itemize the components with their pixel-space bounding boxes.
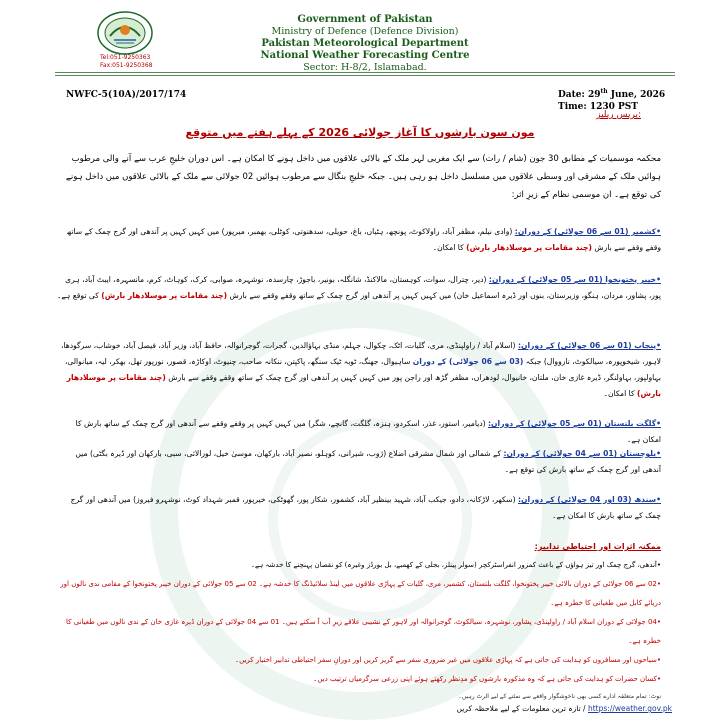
- issue-date: [558, 86, 665, 101]
- region-name: •سندھ (03 اور 04 جولائی) کے دوران:: [518, 495, 661, 504]
- letterhead: [200, 14, 530, 74]
- region-khyber-pakhtunkhwa: [55, 272, 661, 304]
- region-sindh: [55, 492, 661, 524]
- footer-text: / تازہ ترین معلومات کے لیے ملاحظہ کریں: [456, 704, 586, 713]
- date-suffix: th: [600, 88, 608, 95]
- intro-paragraph: محکمہ موسمیات کے مطابق 30 جون (شام / رات) سے ایک مغربی لہر ملک کے بالائی علاقوں میں داخل ہونے کا امکان ہے۔ اس دوران خلیجِ عرب سے آنے والی مرطوب ہوائیں ملک کے مشرقی اور وسطی علاقوں میں مسلسل داخل ہو رہی ہیں۔ جبکہ خلیجِ بنگال سے مرطوب ہوائیں 02 جولائی سے ملک کے بالائی علاقوں میں داخل ہونے کی توقع ہے۔ ان موسمی نظام کے زیرِ اثر:: [65, 154, 661, 200]
- region-kashmir: [55, 224, 661, 256]
- impact-item: •سیاحوں اور مسافروں کو ہدایت کی جاتی ہے کہ پہاڑی علاقوں میں غیر ضروری سفر سے گریز کریں اور دورانِ سفر احتیاطی تدابیر اختیار کریں۔: [235, 656, 661, 664]
- region-name: •بلوچستان (01 سے 04 جولائی) کے دوران:: [503, 449, 661, 458]
- region-text-2: ساہیوال، جھنگ، ٹوبہ ٹیک سنگھ، پاکپتن، ننکانہ صاحب، چنیوٹ، اوکاڑہ، قصور، نورپور تھل، بھکر، لیہ، میانوالی، بہاولپور، بہاولنگر، ڈیرہ غازی خان، ملتان، خانیوال، لودھراں، مظفر گڑھ اور راجن پور میں کہیں کہیں پر آندھی اور گرج چمک کے ساتھ وقفے وقفے سے بارش: [64, 357, 661, 382]
- region-tail: کا امکان۔: [603, 389, 637, 398]
- impact-item: •کسان حضرات کو ہدایت کی جاتی ہے کہ وہ مذکورہ بارشوں کو مدِنظر رکھتے ہوئے اپنی زرعی سرگرمیاں ترتیب دیں۔: [313, 675, 661, 683]
- issue-time: Time: 1230 PST: [558, 102, 638, 112]
- fax-number: Fax:051-9250368: [100, 62, 153, 69]
- impact-item: •04 جولائی کے دوران اسلام آباد / راولپنڈی، پشاور، نوشہرہ، سیالکوٹ، گوجرانوالہ اور لاہور کے نشیبی علاقے زیرِ آب آ سکتے ہیں۔ 01 سے 04 جولائی کے دوران ڈیرہ غازی خان کے ندی نالوں میں طغیانی کا خطرہ ہے۔: [66, 618, 661, 645]
- header-divider: [55, 72, 675, 73]
- region-name: •کشمیر (01 سے 06 جولائی) کے دوران:: [514, 227, 661, 236]
- region-balochistan: [55, 446, 661, 478]
- region-text: (اسلام آباد / راولپنڈی، مری، گلیات، اٹک، چکوال، جہلم، منڈی بہاؤالدین، گجرات، گوجرانوالہ، حافظ آباد، وزیر آباد، فیصل آباد، خوشاب، سرگودھا، لاہور، شیخوپورہ، سیالکوٹ، نارووال) جبکہ: [60, 341, 661, 366]
- letterhead-centre: National Weather Forecasting Centre: [260, 50, 470, 61]
- reference-number: NWFC-5(10A)/2017/174: [66, 90, 187, 100]
- region-tail: کا امکان۔: [432, 243, 467, 252]
- letterhead-ministry: Ministry of Defence (Defence Division): [271, 26, 459, 37]
- contact-numbers: [100, 54, 153, 70]
- header-divider-2: [55, 75, 675, 76]
- date-block: [558, 86, 665, 113]
- region-text: (سکھر، لاڑکانہ، دادو، جیکب آباد، شہید بینظیر آباد، کشمور، شکار پور، گھوٹکی، خیرپور، قمبر شہداد کوٹ، نوشہرو فیروز) میں آندھی اور گرج چمک کے ساتھ بارش کا امکان ہے۔: [70, 495, 661, 520]
- footer: [440, 704, 672, 713]
- impacts-section: [55, 537, 661, 689]
- date-label: Date: 29: [558, 90, 601, 100]
- telephone-number: Tel:051-9250363: [100, 54, 151, 61]
- letterhead-department: Pakistan Meteorological Department: [261, 38, 469, 49]
- region-gilgit-baltistan: [55, 416, 661, 448]
- region-name: •گلگت بلتستان (01 سے 05 جولائی) کے دوران:: [488, 419, 661, 428]
- heavy-rain-note: (چند مقامات پر موسلادھار بارش): [101, 291, 228, 300]
- date-rest: June, 2026: [607, 90, 666, 100]
- document-title: مون سون بارشوں کا آغاز جولائی 2026 کے پہلے ہفتے میں متوقع: [185, 126, 535, 139]
- impact-item: •آندھی، گرج چمک اور تیز ہواؤں کے باعث کمزور انفراسٹرکچر (سولر پینلز، بجلی کے کھمبے، بل بورڈز وغیرہ) کو نقصان پہنچنے کا خدشہ ہے۔: [250, 561, 661, 569]
- region-name: •پنجاب (01 سے 06 جولائی) کے دوران:: [517, 341, 661, 350]
- press-release-label: پریس ریلیز:: [596, 110, 641, 120]
- pmd-logo-icon: [96, 10, 154, 56]
- region-punjab: [55, 338, 661, 402]
- region-text: (دیر، چترال، سوات، کوہستان، مالاکنڈ، شانگلہ، بونیر، باجوڑ، چارسدہ، نوشہرہ، صوابی، کرک، کوہاٹ، کرم، مانسہرہ، ایبٹ آباد، ہری پور، پشاور، مردان، ہنگو، وزیرستان، بنوں اور ڈیرہ اسماعیل خان) میں کہیں کہیں پر آندھی اور گرج چمک کے ساتھ وقفے وقفے سے بارش: [65, 275, 661, 300]
- region-text: کے شمالی اور شمال مشرقی اضلاع (ژوب، شیرانی، کوہلو، نصیر آباد، بارکھان، موسیٰ خیل، لورالائی، سبی، بارکھان اور ڈیرہ بگٹی) میں آندھی اور گرج چمک کے ساتھ بارش کی توقع ہے۔: [75, 449, 661, 474]
- region-name: •خیبر پختونخوا (01 سے 05 جولائی) کے دوران:: [488, 275, 661, 284]
- letterhead-sector: Sector: H-8/2, Islamabad.: [303, 62, 427, 73]
- region-dates-secondary: (03 سے 06 جولائی) کے دوران: [412, 357, 524, 366]
- letterhead-government: Government of Pakistan: [297, 14, 433, 25]
- impact-item: •02 سے 06 جولائی کے دوران بالائی خیبر پختونخوا، گلگت بلتستان، کشمیر، مری، گلیات کے پہاڑی علاقوں میں لینڈ سلائیڈنگ کا خدشہ ہے۔ 02 سے 05 جولائی کے دوران خیبر پختونخوا کے مقامی ندی نالوں اور دریائے کابل میں طغیانی کا خطرہ ہے۔: [60, 580, 661, 607]
- region-text: (وادی نیلم، مظفر آباد، راولاکوٹ، پونچھ، ہٹیاں، باغ، حویلی، سدھنوتی، کوٹلی، بھمبر، میرپور) میں کہیں کہیں پر آندھی اور گرج چمک کے ساتھ وقفے وقفے سے بارش: [66, 227, 661, 252]
- region-text: (دیامیر، استور، غذر، اسکردو، ہنزہ، گلگت، گانچے، شگر) میں کہیں کہیں پر وقفے وقفے سے آندھی اور گرج چمک کے ساتھ بارش کا امکان ہے۔: [75, 419, 661, 444]
- impacts-header: ممکنہ اثرات اور احتیاطی تدابیر:: [534, 542, 661, 551]
- weather-website-link[interactable]: https://weather.gov.pk: [587, 704, 672, 713]
- footnote: نوٹ: تمام متعلقہ ادارے کسی بھی ناخوشگوار واقعے سے نمٹنے کے لیے الرٹ رہیں۔: [458, 693, 661, 700]
- heavy-rain-note: (چند مقامات پر موسلادھار بارش): [466, 243, 592, 252]
- region-tail: کی توقع ہے۔: [56, 291, 102, 300]
- heavy-rain-note: (چند مقامات پر موسلادھار بارش): [66, 373, 661, 398]
